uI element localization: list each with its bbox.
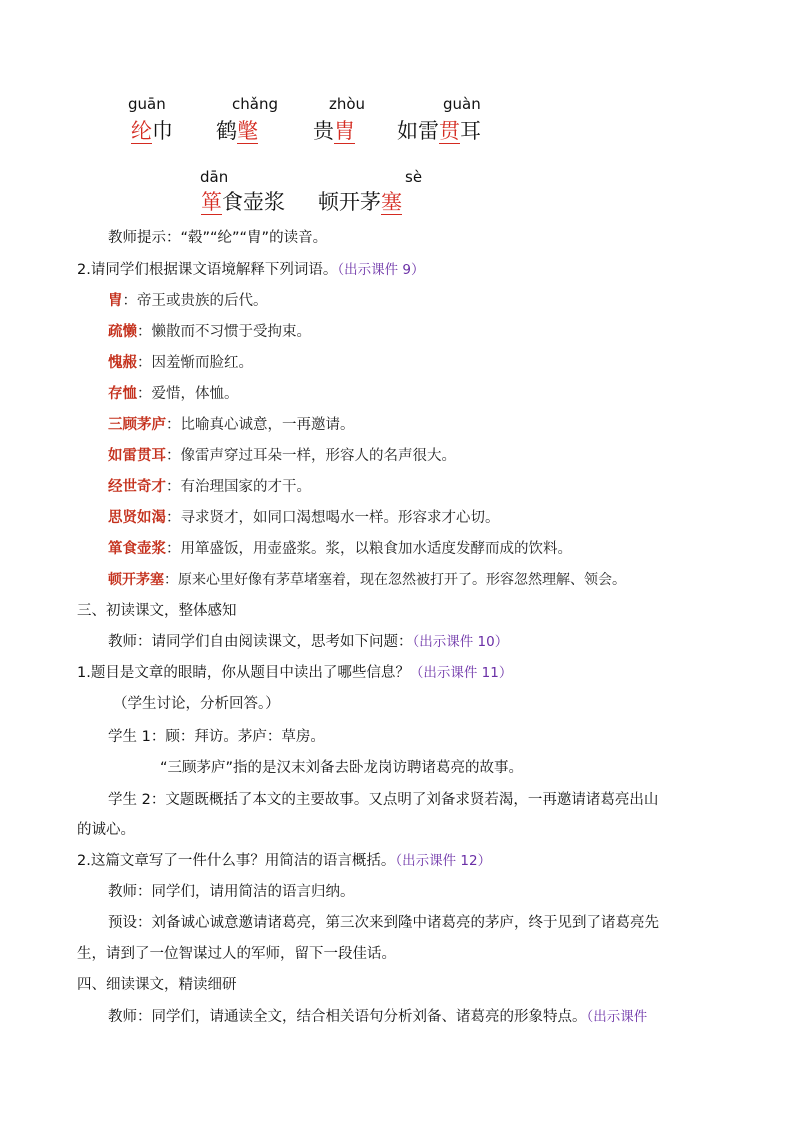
question-2b: 2.这篇文章写了一件什么事？用简洁的语言概括。（出示课件 12） (77, 853, 492, 869)
student-2-answer-cont: 的诚心。 (77, 822, 135, 838)
hanzi-word: 箪食壶浆 (201, 190, 285, 214)
vocab-item: 如雷贯耳：像雷声穿过耳朵一样，形容人的名声很大。 (108, 448, 456, 464)
vocab-item: 思贤如渴：寻求贤才，如同口渴想喝水一样。形容求才心切。 (108, 510, 500, 526)
student-1-answer-cont: “三顾茅庐”指的是汉末刘备去卧龙岗访聘诸葛亮的故事。 (160, 760, 524, 776)
student-2-answer: 学生 2：文题既概括了本文的主要故事。又点明了刘备求贤若渴，一再邀请诸葛亮出山 (108, 792, 659, 808)
teacher-hint: 教师提示：“毂”“纶”“胄”的读音。 (108, 230, 328, 246)
pinyin: sè (405, 168, 423, 186)
vocab-item: 胄：帝王或贵族的后代。 (108, 293, 268, 309)
teacher-prompt-1: 教师：请同学们自由阅读课文，思考如下问题：（出示课件 10） (108, 634, 509, 650)
section-3-heading: 三、初读课文，整体感知 (77, 603, 237, 619)
pinyin: chǎng (232, 95, 278, 113)
hanzi-word: 如雷贯耳 (397, 119, 481, 143)
question-1: 1.题目是文章的眼睛，你从题目中读出了哪些信息？（出示课件 11） (77, 665, 513, 681)
vocab-item: 顿开茅塞：原来心里好像有茅草堵塞着，现在忽然被打开了。形容忽然理解、领会。 (108, 572, 626, 588)
vocab-item: 愧赧：因羞惭而脸红。 (108, 355, 253, 371)
preset-answer: 预设：刘备诚心诚意邀请诸葛亮，第三次来到隆中诸葛亮的茅庐，终于见到了诸葛亮先 (108, 915, 659, 931)
hanzi-word: 纶巾 (131, 119, 173, 143)
vocab-item: 三顾茅庐：比喻真心诚意，一再邀请。 (108, 417, 355, 433)
vocab-item: 疏懒：懒散而不习惯于受拘束。 (108, 324, 311, 340)
pinyin: guàn (443, 95, 481, 113)
preset-answer-cont: 生，请到了一位智谋过人的军师，留下一段佳话。 (77, 946, 396, 962)
pinyin: zhòu (329, 95, 366, 113)
hanzi-word: 贵胄 (313, 119, 355, 143)
hanzi-word: 顿开茅塞 (318, 190, 402, 214)
pinyin: dān (200, 168, 229, 186)
vocab-item: 存恤：爱惜，体恤。 (108, 386, 239, 402)
pinyin: guān (128, 95, 166, 113)
section-4-heading: 四、细读课文，精读细研 (77, 977, 237, 993)
teacher-prompt-3: 教师：同学们，请通读全文，结合相关语句分析刘备、诸葛亮的形象特点。（出示课件 (108, 1009, 648, 1025)
student-discussion: （学生讨论，分析回答。） (113, 696, 280, 712)
teacher-prompt-2: 教师：同学们，请用简洁的语言归纳。 (108, 884, 355, 900)
hanzi-word: 鹤氅 (216, 119, 258, 143)
question-2: 2.请同学们根据课文语境解释下列词语。（出示课件 9） (77, 262, 425, 278)
student-1-answer: 学生 1：顾：拜访。茅庐：草房。 (108, 729, 325, 745)
vocab-item: 经世奇才：有治理国家的才干。 (108, 479, 311, 495)
vocab-item: 箪食壶浆：用箪盛饭，用壶盛浆。浆，以粮食加水适度发酵而成的饮料。 (108, 541, 572, 557)
